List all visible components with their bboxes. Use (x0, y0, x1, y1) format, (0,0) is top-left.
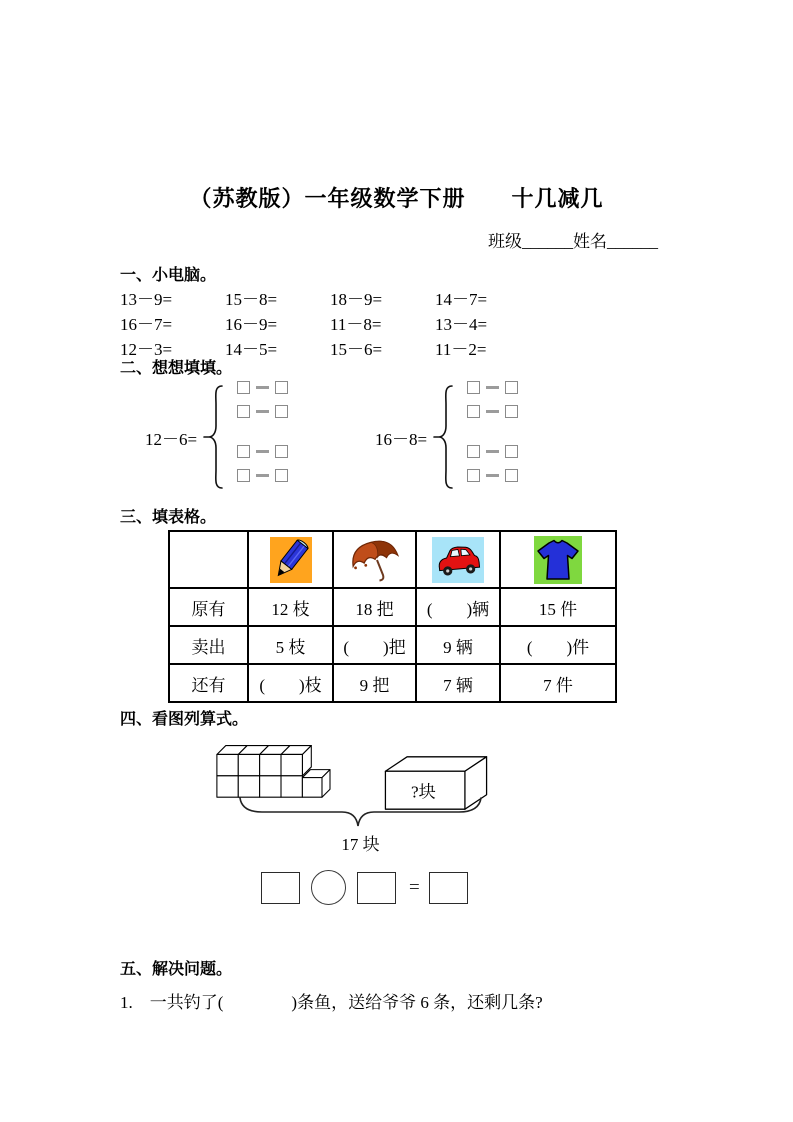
math-problem: 16－9= (225, 315, 278, 334)
minus-dash-icon (256, 474, 269, 477)
slot-spacer (237, 429, 288, 445)
table-cell: 9 辆 (416, 626, 500, 664)
pencil-icon (270, 537, 312, 583)
tshirt-header-cell (500, 531, 616, 588)
answer-slot-row (467, 405, 518, 418)
answer-slot-row (237, 381, 288, 394)
minus-dash-icon (256, 386, 269, 389)
math-problem: 14－7= (435, 290, 488, 309)
answer-slot-row (467, 445, 518, 458)
math-problem: 13－4= (435, 315, 488, 334)
slot-spacer (467, 429, 518, 445)
pencil-header-cell (248, 531, 333, 588)
answer-box (429, 872, 468, 904)
blank-box (275, 381, 288, 394)
blank-box (237, 381, 250, 394)
table-cell: 18 把 (333, 588, 416, 626)
table-cell: 15 件 (500, 588, 616, 626)
empty-header-cell (169, 531, 248, 588)
blank-box (237, 469, 250, 482)
row-label: 卖出 (169, 626, 248, 664)
table-row (169, 664, 616, 702)
blank-box (467, 381, 480, 394)
row-label: 原有 (169, 588, 248, 626)
tshirt-icon (534, 536, 582, 584)
table-cell: 12 枝 (248, 588, 333, 626)
math-problem: 16－7= (120, 315, 173, 334)
minus-dash-icon (486, 410, 499, 413)
left-brace-icon (433, 384, 455, 490)
worksheet-title: （苏教版）一年级数学下册 十几减几 (189, 186, 604, 211)
problem-row (120, 285, 540, 310)
section-three-heading: 三、填表格。 (120, 509, 217, 526)
blank-box (275, 445, 288, 458)
answer-slot-row (237, 469, 288, 482)
fill-in-table (168, 530, 617, 703)
car-header-cell (416, 531, 500, 588)
answer-slot-column (237, 381, 288, 493)
decomposition-expression: 12－6= (145, 429, 198, 449)
table-cell: 9 把 (333, 664, 416, 702)
blank-box (237, 405, 250, 418)
blank-box (275, 405, 288, 418)
table-cell: 5 枝 (248, 626, 333, 664)
answer-box (261, 872, 300, 904)
umbrella-icon (344, 537, 406, 583)
operator-circle (311, 870, 346, 905)
section-five-heading: 五、解决问题。 (120, 961, 233, 978)
math-problem: 12－3= (120, 340, 173, 359)
blank-box (275, 469, 288, 482)
problem-row (120, 310, 540, 335)
answer-slot-row (467, 469, 518, 482)
car-icon (432, 537, 484, 583)
answer-slot-row (237, 405, 288, 418)
minus-dash-icon (256, 450, 269, 453)
math-problem: 13－9= (120, 290, 173, 309)
equation-template (261, 870, 468, 905)
minus-dash-icon (486, 450, 499, 453)
math-problem: 15－8= (225, 290, 278, 309)
math-problem: 15－6= (330, 340, 383, 359)
table-row (169, 626, 616, 664)
table-cell: ( )辆 (416, 588, 500, 626)
blank-box (505, 445, 518, 458)
blank-box (467, 445, 480, 458)
table-cell: ( )枝 (248, 664, 333, 702)
table-cell: ( )件 (500, 626, 616, 664)
minus-dash-icon (486, 386, 499, 389)
class-name-line: 班级______姓名______ (488, 232, 658, 251)
math-problem: 18－9= (330, 290, 383, 309)
table-header-row (169, 531, 616, 588)
section-four-heading: 四、看图列算式。 (120, 711, 249, 728)
minus-dash-icon (256, 410, 269, 413)
section-two-heading: 二、想想填填。 (120, 360, 233, 377)
blank-box (505, 405, 518, 418)
blank-box (237, 445, 250, 458)
blank-box (467, 469, 480, 482)
answer-slot-row (237, 445, 288, 458)
blank-box (505, 381, 518, 394)
decomposition-group (375, 381, 518, 493)
table-cell: 7 辆 (416, 664, 500, 702)
equals-sign: = (409, 876, 420, 898)
row-label: 还有 (169, 664, 248, 702)
left-brace-icon (203, 384, 225, 490)
math-problem: 11－2= (435, 340, 487, 359)
box-question-label: ?块 (410, 782, 436, 802)
table-row (169, 588, 616, 626)
subtraction-problem-grid (120, 285, 540, 360)
math-problem: 11－8= (330, 315, 382, 334)
blank-box (505, 469, 518, 482)
total-blocks-label: 17 块 (341, 835, 380, 854)
table-cell: 7 件 (500, 664, 616, 702)
decomposition-expression: 16－8= (375, 429, 428, 449)
cube-blocks-figure (213, 742, 333, 799)
umbrella-header-cell (333, 531, 416, 588)
word-problem-1: 1. 一共钓了( )条鱼，送给爷爷 6 条，还剩几条? (120, 993, 543, 1012)
section-one-heading: 一、小电脑。 (120, 267, 217, 284)
math-problem: 14－5= (225, 340, 278, 359)
minus-dash-icon (486, 474, 499, 477)
horizontal-brace-icon (238, 794, 483, 834)
decomposition-group (145, 381, 288, 493)
answer-slot-column (467, 381, 518, 493)
blank-box (467, 405, 480, 418)
answer-box (357, 872, 396, 904)
table-cell: ( )把 (333, 626, 416, 664)
answer-slot-row (467, 381, 518, 394)
